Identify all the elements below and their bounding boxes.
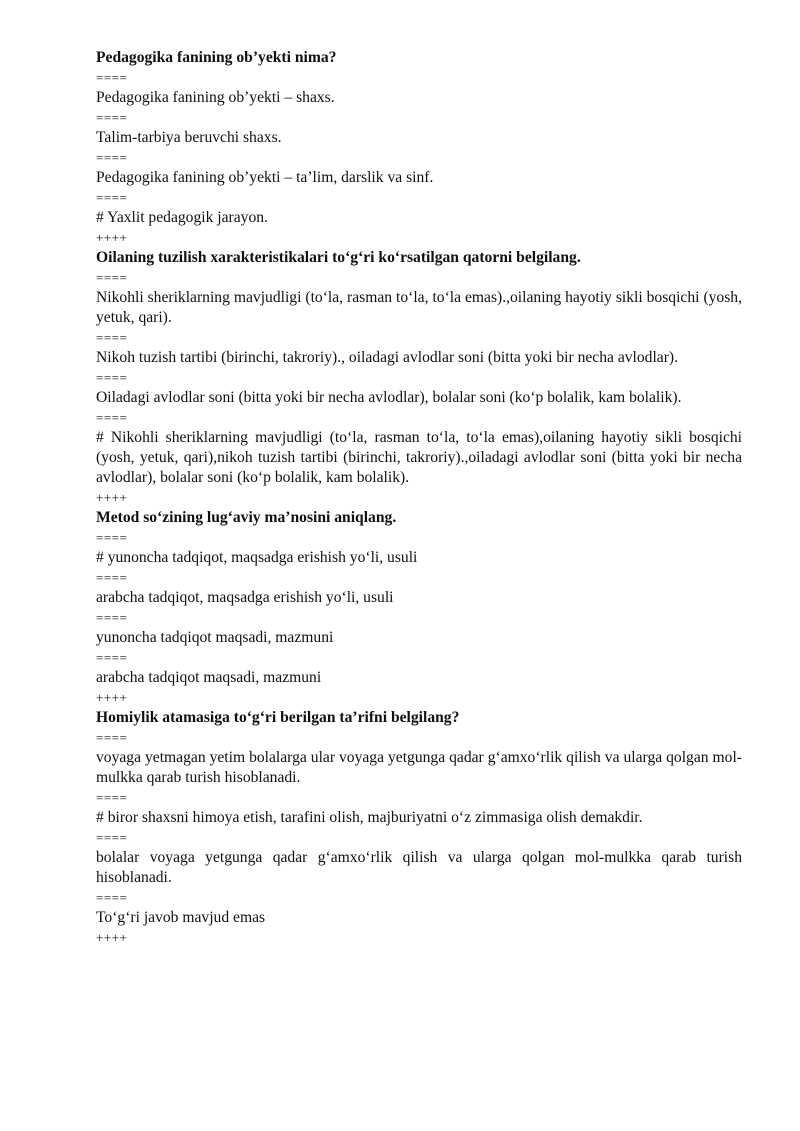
answer-separator: ==== xyxy=(96,190,128,205)
answer-separator: ==== xyxy=(96,890,128,905)
answer-separator: ==== xyxy=(96,370,128,385)
answer-separator: ==== xyxy=(96,790,128,805)
answer-separator: ==== xyxy=(96,330,128,345)
correct-answer-option: # Nikohli sheriklarning mavjudligi (to‘la, rasman to‘la, to‘la emas),oilaning hayotiy sikli bosqichi (yosh, yetuk, qari),nikoh tuzish tartibi (birinchi, takroriy).,oiladagi avlodlar soni (bitta yoki bir necha avlodlar), bolalar soni (ko‘p bolalik, kam bolalik). xyxy=(96,429,742,486)
answer-option: Pedagogika fanining ob’yekti – shaxs. xyxy=(96,89,335,106)
answer-separator: ==== xyxy=(96,110,128,125)
answer-option: To‘g‘ri javob mavjud emas xyxy=(96,909,266,926)
answer-separator: ==== xyxy=(96,730,128,745)
answer-separator: ==== xyxy=(96,610,128,625)
answer-separator: ==== xyxy=(96,650,128,665)
correct-answer-option: # biror shaxsni himoya etish, tarafini olish, majburiyatni o‘z zimmasiga olish demakdir. xyxy=(96,809,643,826)
question-text: Pedagogika fanining ob’yekti nima? xyxy=(96,49,337,66)
answer-separator: ==== xyxy=(96,270,128,285)
question-block xyxy=(96,248,742,508)
question-text: Homiylik atamasiga to‘g‘ri berilgan ta’rifni belgilang? xyxy=(96,709,460,726)
answer-option: Nikohli sheriklarning mavjudligi (to‘la, rasman to‘la, to‘la emas).,oilaning hayotiy sikli bosqichi (yosh, yetuk, qari). xyxy=(96,289,742,326)
answer-option: bolalar voyaga yetgunga qadar g‘amxo‘rlik qilish va ularga qolgan mol-mulkka qarab turish hisoblanadi. xyxy=(96,849,742,886)
answer-option: arabcha tadqiqot, maqsadga erishish yo‘li, usuli xyxy=(96,589,394,606)
answer-option: Oiladagi avlodlar soni (bitta yoki bir necha avlodlar), bolalar soni (ko‘p bolalik, kam bolalik). xyxy=(96,389,682,406)
question-end-separator: ++++ xyxy=(96,690,128,705)
answer-separator: ==== xyxy=(96,410,128,425)
answer-separator: ==== xyxy=(96,830,128,845)
answer-option: yunoncha tadqiqot maqsadi, mazmuni xyxy=(96,629,334,646)
question-end-separator: ++++ xyxy=(96,490,128,505)
answer-option: arabcha tadqiqot maqsadi, mazmuni xyxy=(96,669,322,686)
question-text: Metod so‘zining lug‘aviy ma’nosini aniqlang. xyxy=(96,509,397,526)
answer-option: Talim-tarbiya beruvchi shaxs. xyxy=(96,129,282,146)
answer-option: voyaga yetmagan yetim bolalarga ular voyaga yetgunga qadar g‘amxo‘rlik qilish va ularga qolgan mol-mulkka qarab turish hisoblanadi. xyxy=(96,749,742,786)
question-end-separator: ++++ xyxy=(96,930,128,945)
answer-separator: ==== xyxy=(96,70,128,85)
correct-answer-option: # Yaxlit pedagogik jarayon. xyxy=(96,209,268,226)
document-page xyxy=(96,48,742,948)
answer-separator: ==== xyxy=(96,530,128,545)
answer-separator: ==== xyxy=(96,150,128,165)
question-block xyxy=(96,708,742,948)
answer-separator: ==== xyxy=(96,570,128,585)
correct-answer-option: # yunoncha tadqiqot, maqsadga erishish yo‘li, usuli xyxy=(96,549,418,566)
answer-option: Nikoh tuzish tartibi (birinchi, takroriy)., oiladagi avlodlar soni (bitta yoki bir necha avlodlar). xyxy=(96,349,679,366)
question-block xyxy=(96,508,742,708)
question-text: Oilaning tuzilish xarakteristikalari to‘g‘ri ko‘rsatilgan qatorni belgilang. xyxy=(96,249,581,266)
question-end-separator: ++++ xyxy=(96,230,128,245)
answer-option: Pedagogika fanining ob’yekti – ta’lim, darslik va sinf. xyxy=(96,169,434,186)
question-block xyxy=(96,48,742,248)
